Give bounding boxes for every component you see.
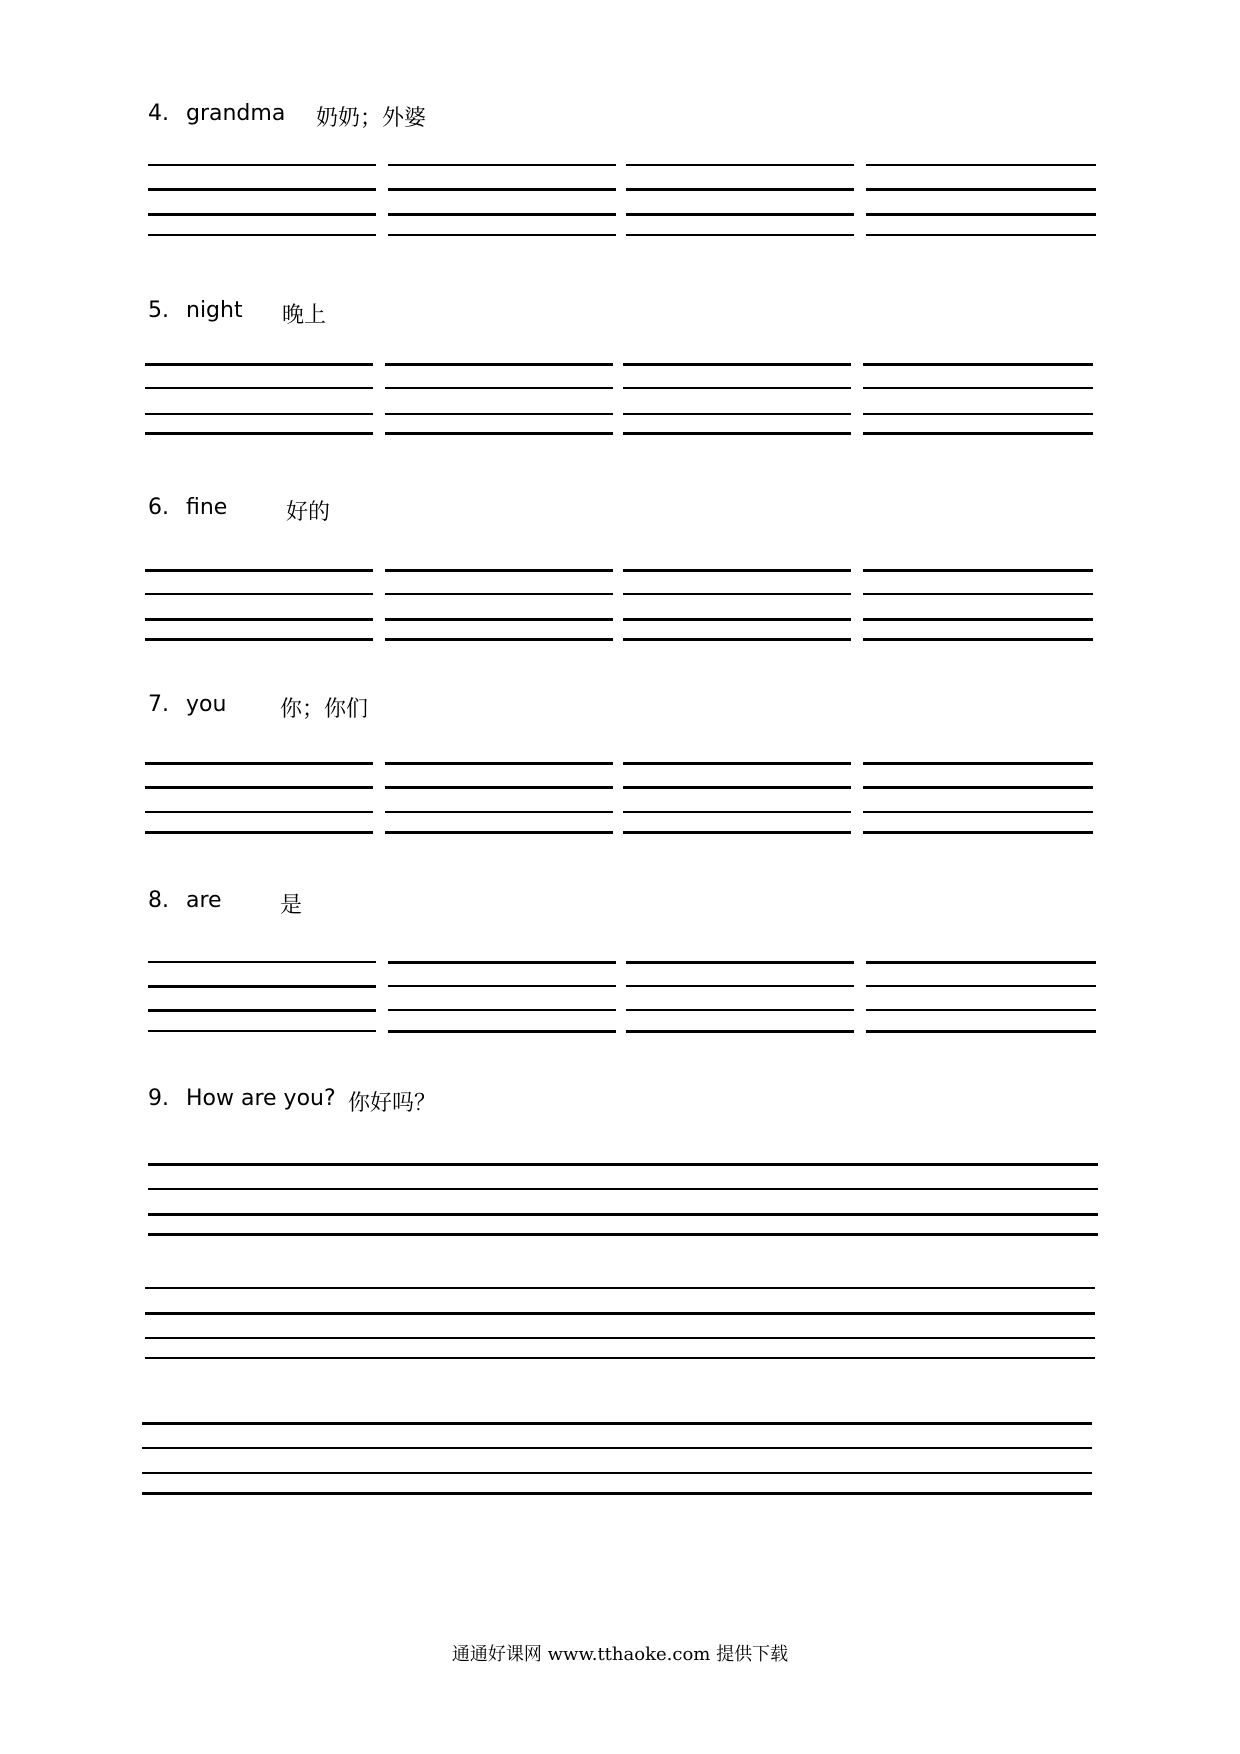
entry-are (148, 888, 303, 918)
writing-grid-grandma (148, 164, 1098, 236)
writing-cell[interactable] (148, 164, 376, 236)
entry-night (148, 298, 327, 328)
entry-you (148, 692, 369, 722)
writing-grid-fine (145, 569, 1095, 641)
writing-cell[interactable] (388, 961, 616, 1033)
writing-cell[interactable] (626, 961, 854, 1033)
writing-cell[interactable] (148, 961, 376, 1033)
writing-cell[interactable] (385, 762, 613, 834)
entry-word: How are you? (186, 1086, 336, 1111)
writing-cell[interactable] (623, 569, 851, 641)
footer-credit: 通通好课网 www.tthaoke.com 提供下载 (451, 1644, 789, 1665)
entry-number: 9. (148, 1086, 169, 1111)
entry-number: 5. (148, 298, 169, 323)
entry-meaning: 你好吗？ (348, 1091, 437, 1116)
entry-meaning: 晚上 (282, 303, 327, 328)
writing-cell[interactable] (145, 363, 373, 435)
entry-number: 7. (148, 692, 169, 717)
writing-row-1[interactable] (148, 1163, 1098, 1235)
writing-cell[interactable] (626, 164, 854, 236)
writing-cell[interactable] (145, 569, 373, 641)
writing-cell[interactable] (388, 164, 616, 236)
writing-cell[interactable] (863, 569, 1093, 641)
entry-number: 8. (148, 888, 169, 913)
entry-meaning: 好的 (286, 500, 331, 525)
entry-number: 6. (148, 495, 169, 520)
entry-word: you (186, 692, 227, 717)
writing-row-2[interactable] (145, 1287, 1095, 1359)
writing-cell[interactable] (866, 961, 1096, 1033)
entry-fine (148, 495, 331, 525)
writing-grid-night (145, 363, 1095, 435)
writing-cell[interactable] (145, 762, 373, 834)
entry-meaning: 你；你们 (280, 697, 369, 722)
entry-grandma (148, 101, 427, 131)
entry-word: grandma (186, 101, 286, 126)
writing-cell[interactable] (623, 363, 851, 435)
entry-word: night (186, 298, 243, 323)
entry-how-are-you (148, 1086, 437, 1116)
writing-cell[interactable] (866, 164, 1096, 236)
writing-cell[interactable] (385, 569, 613, 641)
writing-cell[interactable] (385, 363, 613, 435)
entry-number: 4. (148, 101, 169, 126)
writing-row-3[interactable] (142, 1422, 1092, 1494)
writing-cell[interactable] (623, 762, 851, 834)
entry-word: are (186, 888, 222, 913)
entry-meaning: 是 (280, 893, 303, 918)
writing-grid-are (148, 961, 1098, 1033)
entry-word: fine (186, 495, 228, 520)
writing-grid-you (145, 762, 1095, 834)
entry-meaning: 奶奶；外婆 (316, 106, 427, 131)
writing-cell[interactable] (863, 363, 1093, 435)
writing-cell[interactable] (863, 762, 1093, 834)
